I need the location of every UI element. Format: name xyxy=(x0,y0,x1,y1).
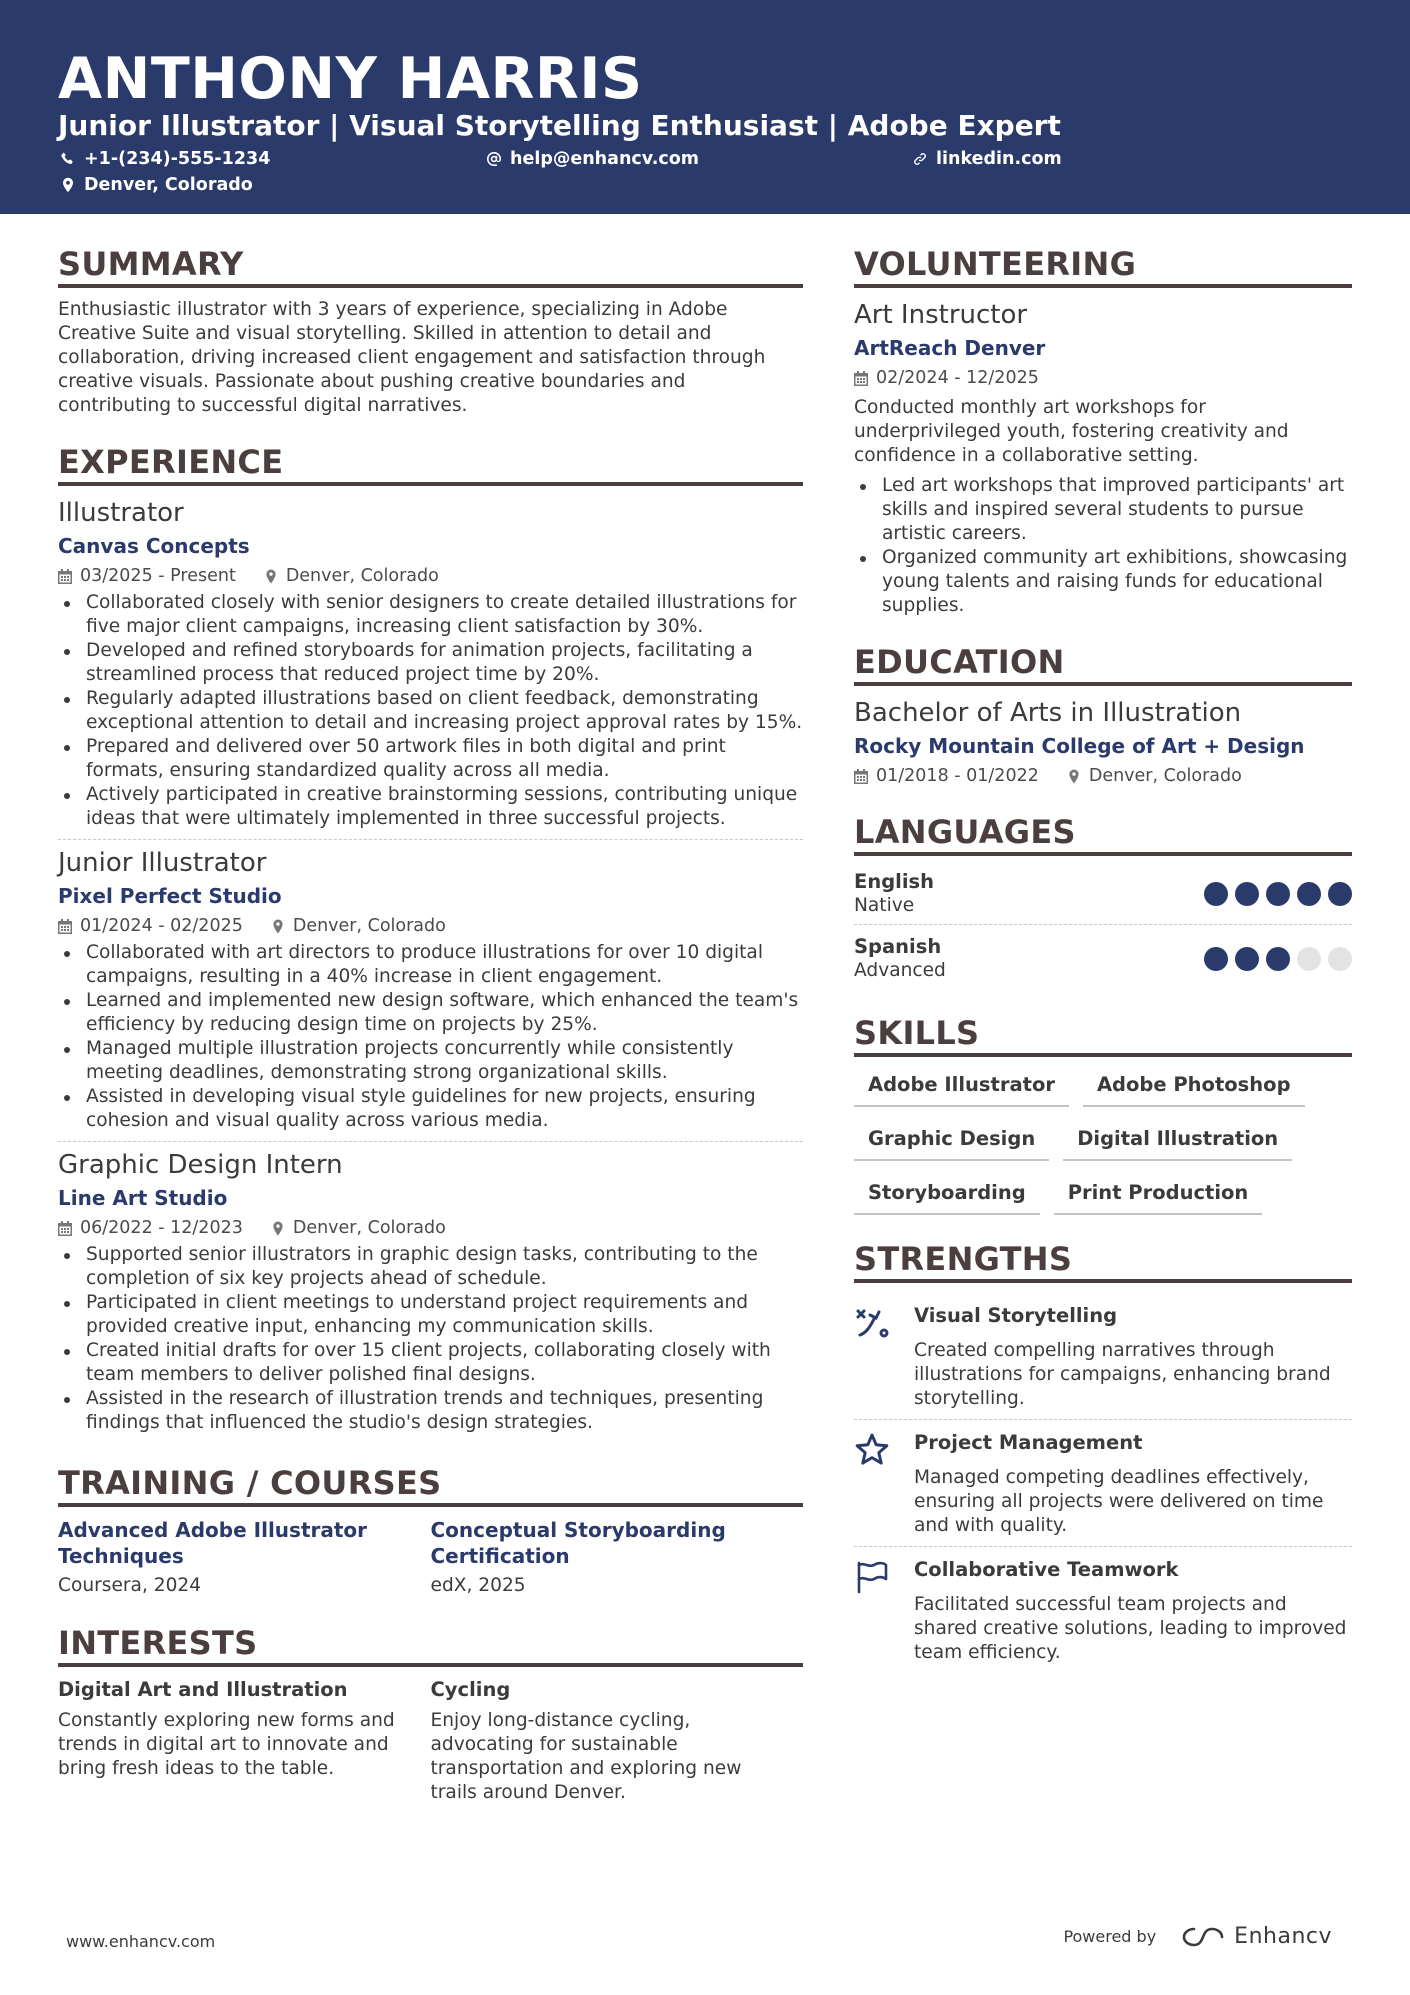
strengths-list xyxy=(854,1293,1352,1673)
experience-entry xyxy=(58,839,803,1141)
language-info xyxy=(854,870,934,918)
language-level: Advanced xyxy=(854,960,946,981)
bullet-item: Collaborated with art directors to produce illustrations for over 10 digital campaigns, resulting in a 40% increase in client engagement. xyxy=(58,941,803,989)
bullet-item: Supported senior illustrators in graphic design tasks, contributing to the completion of six key projects ahead of schedule. xyxy=(58,1243,803,1291)
interests-section xyxy=(58,1623,803,1805)
language-level: Native xyxy=(854,895,915,916)
right-column xyxy=(854,244,1352,1697)
volunteer-meta xyxy=(854,366,1352,390)
powered-by-text: Powered by xyxy=(1063,1927,1157,1946)
strength-title: Visual Storytelling xyxy=(914,1304,1118,1327)
interests-heading: INTERESTS xyxy=(58,1623,803,1667)
education-section xyxy=(854,642,1352,788)
calendar-icon xyxy=(854,371,868,386)
volunteer-org: ArtReach Denver xyxy=(854,336,1046,360)
strength-title: Project Management xyxy=(914,1431,1143,1454)
contact-phone[interactable] xyxy=(60,148,270,170)
bullet-item: Participated in client meetings to understand project requirements and provided creative input, enhancing my communication skills. xyxy=(58,1291,803,1339)
strength-body xyxy=(914,1303,1352,1411)
interest-desc: Enjoy long-distance cycling, advocating for sustainable transportation and exploring new trails around Denver. xyxy=(430,1710,742,1803)
job-bullets xyxy=(58,591,803,831)
course-title: Advanced Adobe Illustrator Techniques xyxy=(58,1518,368,1568)
volunteer-desc: Conducted monthly art workshops for underprivileged youth, fostering creativity and confidence in a collaborative setting. xyxy=(854,397,1289,466)
email-text: help@enhancv.com xyxy=(510,149,700,169)
skills-list xyxy=(854,1069,1352,1215)
phone-icon xyxy=(60,151,76,167)
link-icon xyxy=(912,151,928,167)
brand-name: Enhancv xyxy=(1234,1924,1332,1949)
job-location-text: Denver, Colorado xyxy=(292,916,446,936)
education-degree: Bachelor of Arts in Illustration xyxy=(854,698,1242,728)
training-list xyxy=(58,1517,803,1599)
contact-linkedin[interactable] xyxy=(912,148,1062,170)
languages-section xyxy=(854,812,1352,989)
interest-title: Cycling xyxy=(430,1678,511,1701)
interest-item xyxy=(431,1677,804,1805)
experience-entry xyxy=(58,1141,803,1443)
strength-icon-wrap xyxy=(854,1557,898,1665)
interest-desc: Constantly exploring new forms and trends in digital art to innovate and bring fresh ideas to the table. xyxy=(58,1710,395,1779)
language-row xyxy=(854,866,1352,924)
job-dates xyxy=(58,914,243,938)
strength-icon-wrap xyxy=(854,1430,898,1538)
bullet-item: Assisted in the research of illustration trends and techniques, presenting findings that influenced the studio's design strategies. xyxy=(58,1387,803,1435)
job-dates-text: 03/2025 - Present xyxy=(80,566,236,586)
job-dates xyxy=(58,564,236,588)
interest-title: Digital Art and Illustration xyxy=(58,1678,348,1701)
rating-dot xyxy=(1297,947,1321,971)
experience-section xyxy=(58,442,803,1443)
experience-heading: EXPERIENCE xyxy=(58,442,803,486)
job-title: Junior Illustrator xyxy=(58,848,267,878)
candidate-title: Junior Illustrator | Visual Storytelling Enthusiast | Adobe Expert xyxy=(58,109,1061,142)
location-pin-icon xyxy=(271,1221,285,1236)
training-section xyxy=(58,1463,803,1599)
strength-body xyxy=(914,1430,1352,1538)
calendar-icon xyxy=(854,769,868,784)
job-meta xyxy=(58,564,803,588)
experience-entry xyxy=(58,496,803,839)
job-location xyxy=(271,1216,446,1240)
language-rating xyxy=(1204,882,1352,906)
education-dates-text: 01/2018 - 01/2022 xyxy=(876,766,1039,786)
calendar-icon xyxy=(58,1221,72,1236)
bullet-item: Assisted in developing visual style guidelines for new projects, ensuring cohesion and visual quality across various media. xyxy=(58,1085,803,1133)
language-info xyxy=(854,935,946,983)
linkedin-text: linkedin.com xyxy=(936,149,1062,169)
strength-item xyxy=(854,1419,1352,1546)
job-dates-text: 06/2022 - 12/2023 xyxy=(80,1218,243,1238)
rating-dot xyxy=(1235,882,1259,906)
language-name: Spanish xyxy=(854,935,942,958)
strength-desc: Created compelling narratives through illustrations for campaigns, enhancing brand storytelling. xyxy=(914,1340,1331,1409)
enhancv-logo[interactable] xyxy=(1180,1924,1332,1949)
volunteering-heading: VOLUNTEERING xyxy=(854,244,1352,288)
bullet-item: Actively participated in creative brainstorming sessions, contributing unique ideas that were ultimately implemented in three successful projects. xyxy=(58,783,803,831)
strengths-section xyxy=(854,1239,1352,1673)
volunteering-section xyxy=(854,244,1352,618)
bullet-item: Collaborated closely with senior designers to create detailed illustrations for five major client campaigns, increasing client satisfaction by 30%. xyxy=(58,591,803,639)
language-row xyxy=(854,924,1352,989)
rating-dot xyxy=(1297,882,1321,906)
interest-item xyxy=(58,1677,431,1805)
course-title: Conceptual Storyboarding Certification xyxy=(430,1518,726,1568)
job-location-text: Denver, Colorado xyxy=(292,1218,446,1238)
training-heading: TRAINING / COURSES xyxy=(58,1463,803,1507)
volunteer-bullets xyxy=(854,474,1352,618)
skill-tag: Digital Illustration xyxy=(1063,1123,1292,1161)
strength-desc: Facilitated successful team projects and shared creative solutions, leading to improved team efficiency. xyxy=(914,1594,1347,1663)
languages-list xyxy=(854,866,1352,989)
summary-heading: SUMMARY xyxy=(58,244,803,288)
course-item xyxy=(58,1517,431,1599)
left-column xyxy=(58,244,803,1829)
location-pin-icon xyxy=(60,177,76,193)
location-pin-icon xyxy=(1067,769,1081,784)
experience-list xyxy=(58,496,803,1443)
flag-icon xyxy=(854,1559,890,1595)
contact-email[interactable] xyxy=(486,148,699,170)
company-name: Line Art Studio xyxy=(58,1186,228,1210)
strength-item xyxy=(854,1293,1352,1419)
job-meta xyxy=(58,914,803,938)
education-heading: EDUCATION xyxy=(854,642,1352,686)
contact-location xyxy=(60,174,253,196)
strength-icon-wrap xyxy=(854,1303,898,1411)
at-icon xyxy=(486,151,502,167)
company-name: Pixel Perfect Studio xyxy=(58,884,282,908)
skills-heading: SKILLS xyxy=(854,1013,1352,1057)
location-pin-icon xyxy=(271,919,285,934)
skill-tag: Storyboarding xyxy=(854,1177,1040,1215)
strategy-icon xyxy=(854,1305,890,1341)
strength-item xyxy=(854,1546,1352,1673)
rating-dot xyxy=(1204,882,1228,906)
job-bullets xyxy=(58,941,803,1133)
resume-header xyxy=(0,0,1410,214)
rating-dot xyxy=(1204,947,1228,971)
volunteer-dates xyxy=(854,366,1039,390)
job-dates xyxy=(58,1216,243,1240)
job-meta xyxy=(58,1216,803,1240)
strength-body xyxy=(914,1557,1352,1665)
strength-desc: Managed competing deadlines effectively, ensuring all projects were delivered on time and with quality. xyxy=(914,1467,1324,1536)
bullet-item: Managed multiple illustration projects concurrently while consistently meeting deadlines, demonstrating strong organizational skills. xyxy=(58,1037,803,1085)
star-icon xyxy=(854,1432,890,1468)
job-location xyxy=(271,914,446,938)
education-dates xyxy=(854,764,1039,788)
course-provider: edX, 2025 xyxy=(430,1575,526,1596)
enhancv-logo-icon xyxy=(1180,1925,1226,1949)
footer-branding xyxy=(1063,1924,1332,1949)
candidate-name: ANTHONY HARRIS xyxy=(58,46,643,112)
rating-dot xyxy=(1235,947,1259,971)
education-location-text: Denver, Colorado xyxy=(1088,766,1242,786)
skills-section xyxy=(854,1013,1352,1215)
location-pin-icon xyxy=(264,569,278,584)
footer-website[interactable]: www.enhancv.com xyxy=(66,1932,216,1951)
job-title: Illustrator xyxy=(58,498,184,528)
strength-title: Collaborative Teamwork xyxy=(914,1558,1179,1581)
bullet-item: Led art workshops that improved participants' art skills and inspired several students to pursue artistic careers. xyxy=(854,474,1352,546)
bullet-item: Regularly adapted illustrations based on client feedback, demonstrating exceptional attention to detail and increasing project approval rates by 15%. xyxy=(58,687,803,735)
language-name: English xyxy=(854,870,935,893)
rating-dot xyxy=(1328,882,1352,906)
course-item xyxy=(431,1517,804,1599)
course-provider: Coursera, 2024 xyxy=(58,1575,202,1596)
rating-dot xyxy=(1266,882,1290,906)
bullet-item: Organized community art exhibitions, showcasing young talents and raising funds for educational supplies. xyxy=(854,546,1352,618)
language-rating xyxy=(1204,947,1352,971)
bullet-item: Created initial drafts for over 15 client projects, collaborating closely with team members to deliver polished final designs. xyxy=(58,1339,803,1387)
summary-section xyxy=(58,244,803,418)
summary-text: Enthusiastic illustrator with 3 years of experience, specializing in Adobe Creative Suite and visual storytelling. Skilled in attention to detail and collaboration, driving increased client engagement and satisfaction through creative visuals. Passionate about pushing creative boundaries and contributing to successful digital narratives. xyxy=(58,299,766,416)
strengths-heading: STRENGTHS xyxy=(854,1239,1352,1283)
bullet-item: Developed and refined storyboards for animation projects, facilitating a streamlined process that reduced project time by 20%. xyxy=(58,639,803,687)
calendar-icon xyxy=(58,569,72,584)
phone-text: +1-(234)-555-1234 xyxy=(84,149,271,169)
skill-tag: Print Production xyxy=(1054,1177,1263,1215)
education-location xyxy=(1067,764,1242,788)
bullet-item: Prepared and delivered over 50 artwork files in both digital and print formats, ensuring standardized quality across all media. xyxy=(58,735,803,783)
job-dates-text: 01/2024 - 02/2025 xyxy=(80,916,243,936)
languages-heading: LANGUAGES xyxy=(854,812,1352,856)
job-location xyxy=(264,564,439,588)
company-name: Canvas Concepts xyxy=(58,534,250,558)
skill-tag: Graphic Design xyxy=(854,1123,1049,1161)
rating-dot xyxy=(1266,947,1290,971)
bullet-item: Learned and implemented new design software, which enhanced the team's efficiency by reducing design time on projects by 25%. xyxy=(58,989,803,1037)
education-school: Rocky Mountain College of Art + Design xyxy=(854,734,1305,758)
job-title: Graphic Design Intern xyxy=(58,1150,343,1180)
location-text: Denver, Colorado xyxy=(84,175,253,195)
skill-tag: Adobe Illustrator xyxy=(854,1069,1069,1107)
job-location-text: Denver, Colorado xyxy=(285,566,439,586)
volunteer-role: Art Instructor xyxy=(854,300,1028,330)
interests-list xyxy=(58,1677,803,1805)
volunteer-dates-text: 02/2024 - 12/2025 xyxy=(876,368,1039,388)
skill-tag: Adobe Photoshop xyxy=(1083,1069,1305,1107)
job-bullets xyxy=(58,1243,803,1435)
education-meta xyxy=(854,764,1352,788)
calendar-icon xyxy=(58,919,72,934)
rating-dot xyxy=(1328,947,1352,971)
